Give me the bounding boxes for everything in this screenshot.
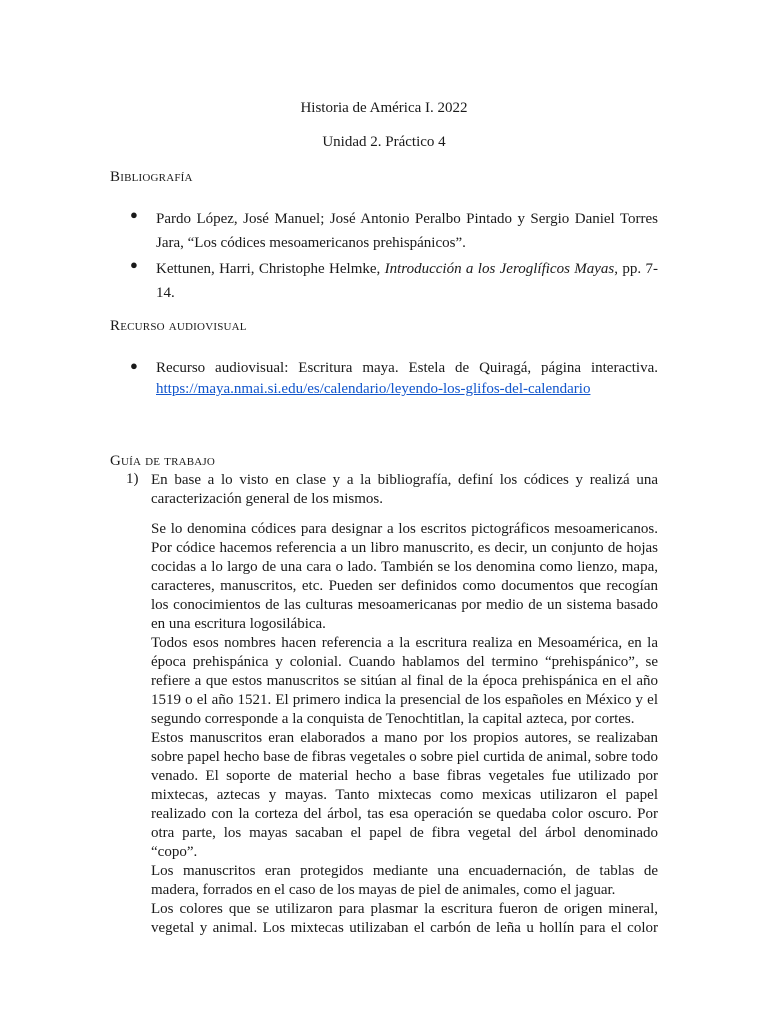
resource-link[interactable]: https://maya.nmai.si.edu/es/calendario/leyendo-los-glifos-del-calendario <box>156 381 591 397</box>
guia-heading: Guía de trabajo <box>110 453 216 469</box>
resource-item <box>130 358 658 400</box>
question-item <box>126 471 658 509</box>
answer-paragraph: Los colores que se utilizaron para plasmar la escritura fueron de origen mineral, vegetal y animal. Los mixtecas utilizaban el carbón de leña u hollín para el color <box>151 901 658 936</box>
answer-block <box>151 520 658 938</box>
bibliography-item <box>130 257 658 305</box>
question-text: En base a lo visto en clase y a la bibliografía, definí los códices y realizá una caracterización general de los mismos. <box>151 472 658 507</box>
bullet-icon: ● <box>130 207 138 222</box>
document-subtitle: Unidad 2. Práctico 4 <box>322 134 446 150</box>
bibliography-item-text <box>156 257 658 305</box>
answer-paragraph: Los manuscritos eran protegidos mediante una encuadernación, de tablas de madera, forrados en el caso de los mayas de piel de animales, como el jaguar. <box>151 863 658 898</box>
bibliography-pages: , pp. 7-14. <box>156 261 658 301</box>
bibliography-book-title: Introducción a los Jeroglíficos Mayas <box>384 261 615 277</box>
answer-paragraph: Todos esos nombres hacen referencia a la escritura realiza en Mesoamérica, en la época prehispánica y colonial. Cuando hablamos del termino “prehispánico”, se refiere a que estos manuscritos se sitúan al final de la época prehispánica en el año 1519 o el año 1521. El primero indica la presencial de los españoles en México y el segundo corresponde a la conquista de Tenochtitlan, la capital azteca, por cortes. <box>151 635 658 727</box>
recurso-heading: Recurso audiovisual <box>110 318 247 334</box>
bibliography-item-text: Pardo López, José Manuel; José Antonio Peralbo Pintado y Sergio Daniel Torres Jara, “Los códices mesoamericanos prehispánicos”. <box>156 211 658 251</box>
answer-paragraph: Se lo denomina códices para designar a los escritos pictográficos mesoamericanos. Por códice hacemos referencia a un libro manuscrito, es decir, un conjunto de hojas cocidas a lo largo de una cara o lado. También se los denomina como lienzo, mapa, caracteres, manuscritos, etc. Pueden ser definidos como documentos que recogían los conocimientos de las culturas mesoamericanas por medio de un sistema basado en una escritura logosilábica. <box>151 521 658 632</box>
question-number: 1) <box>126 471 139 487</box>
resource-item-text <box>156 358 658 400</box>
resource-description: Recurso audiovisual: Escritura maya. Estela de Quiragá, página interactiva. <box>156 360 658 376</box>
bullet-icon: ● <box>130 358 138 373</box>
bibliography-item <box>130 207 658 255</box>
answer-paragraph: Estos manuscritos eran elaborados a mano por los propios autores, se realizaban sobre papel hecho base de fibras vegetales o sobre piel curtida de animal, sobre todo venado. El soporte de material hecho a base fibras vegetales fue utilizado por mixtecas, aztecas y mayas. Tanto mixtecas como mexicas utilizaron el papel realizado con la corteza del árbol, tas esa operación se quedaba color oscuro. Por otra parte, los mayas sacaban el papel de fibra vegetal del árbol denominado “copo”. <box>151 730 658 860</box>
document-title: Historia de América I. 2022 <box>300 100 468 116</box>
bullet-icon: ● <box>130 257 138 272</box>
bibliography-authors: Kettunen, Harri, Christophe Helmke, <box>156 261 385 277</box>
bibliografia-heading: Bibliografía <box>110 169 193 185</box>
